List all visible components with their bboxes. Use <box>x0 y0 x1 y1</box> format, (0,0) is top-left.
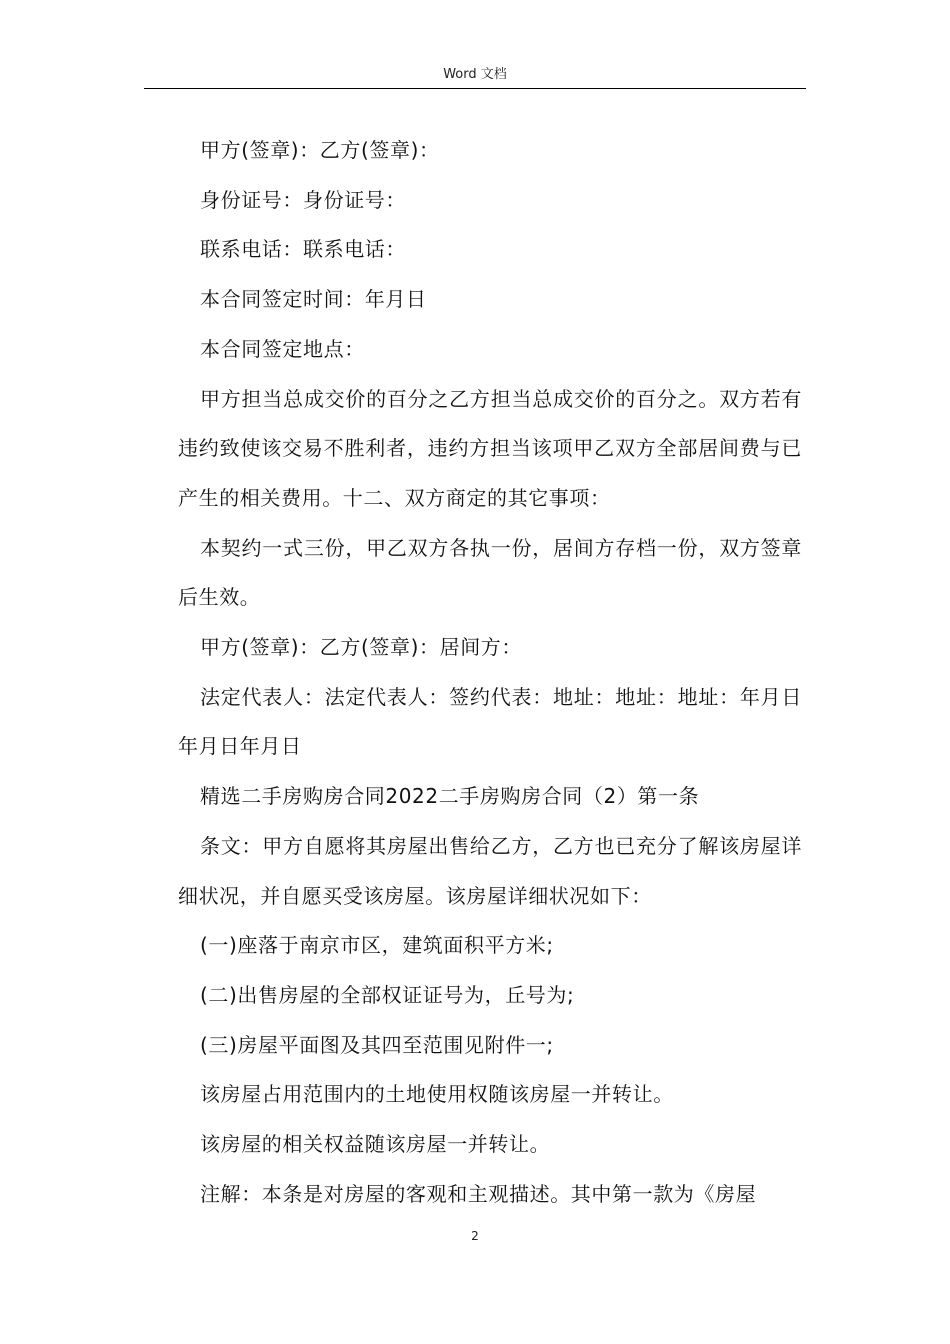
page-number: 2 <box>471 1229 479 1243</box>
paragraph-section-title: 精选二手房购房合同2022二手房购房合同（2）第一条 <box>200 784 700 809</box>
paragraph-item-2: (二)出售房屋的全部权证证号为，丘号为; <box>200 982 575 1007</box>
paragraph-clause-text: 条文：甲方自愿将其房屋出售给乙方，乙方也已充分了解该房屋详细状况，并自愿买受该房屋。该房屋详细状况如下： <box>178 833 802 908</box>
paragraph-signature-three-parties: 甲方(签章)：乙方(签章)：居间方： <box>200 635 523 660</box>
header-title: Word 文档 <box>443 67 507 82</box>
paragraph-signing-place: 本合同签定地点： <box>200 336 365 361</box>
paragraph-signature-parties: 甲方(签章)：乙方(签章)： <box>200 138 440 162</box>
paragraph-fee-liability: 甲方担当总成交价的百分之乙方担当总成交价的百分之。双方若有违约致使该交易不胜利者，违约方担当该项甲乙双方全部居间费与已产生的相关费用。十二、双方商定的其它事项： <box>178 386 802 510</box>
paragraph-signing-time: 本合同签定时间：年月日 <box>200 287 427 312</box>
paragraph-rights: 该房屋的相关权益随该房屋一并转让。 <box>200 1132 551 1157</box>
paragraph-item-3: (三)房屋平面图及其四至范围见附件一; <box>200 1032 554 1057</box>
page-header <box>144 64 806 89</box>
paragraph-item-1: (一)座落于南京市区，建筑面积平方米; <box>200 933 554 958</box>
paragraph-representatives: 法定代表人：法定代表人：签约代表：地址：地址：地址：年月日年月日年月日 <box>178 684 802 759</box>
paragraph-copies: 本契约一式三份，甲乙双方各执一份，居间方存档一份，双方签章后生效。 <box>178 535 802 610</box>
paragraph-id-number: 身份证号：身份证号： <box>200 187 406 212</box>
paragraph-land-use: 该房屋占用范围内的土地使用权随该房屋一并转让。 <box>200 1082 674 1107</box>
paragraph-note: 注解：本条是对房屋的客观和主观描述。其中第一款为《房屋 <box>200 1181 757 1206</box>
document-body <box>178 126 802 1219</box>
paragraph-contact-phone: 联系电话：联系电话： <box>200 237 406 262</box>
